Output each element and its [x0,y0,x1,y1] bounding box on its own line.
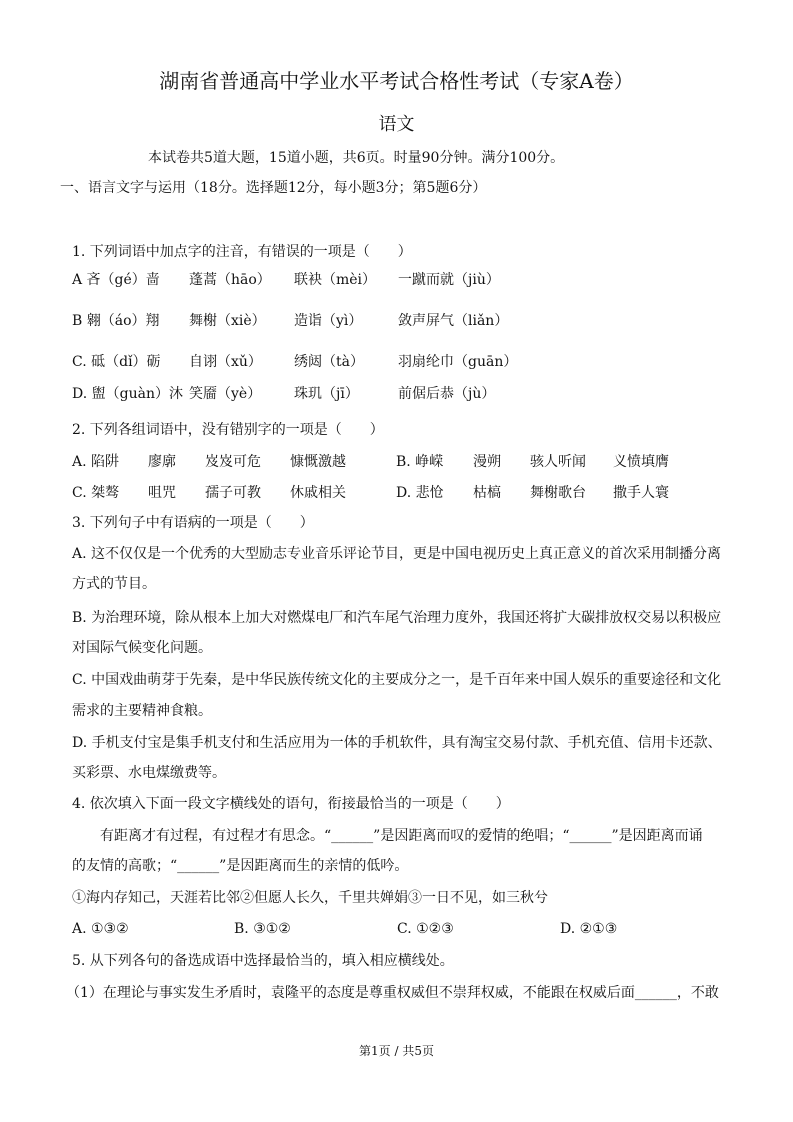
question-5-stem: 5. 从下列各句的备选成语中选择最恰当的，填入相应横线处。 [72,953,454,969]
question-3-line: 对国际气候变化问题。 [72,640,212,656]
question-3-line: 需求的主要精神食粮。 [72,703,212,719]
question-5-item-1: （1）在理论与事实发生矛盾时，袁隆平的态度是尊重权威但不崇拜权威，不能跟在权威后面______，不敢 [66,985,719,1001]
option-item: B. 峥嵘 [396,454,444,470]
exam-title: 湖南省普通高中学业水平考试合格性考试（专家A卷） [159,69,634,93]
page-footer: 第1页 / 共5页 [359,1044,434,1058]
question-3-line: 方式的节目。 [72,576,156,592]
subject-title: 语文 [378,114,415,135]
option-item: 绣闼（tà） [294,354,364,370]
option-item: 舞榭歌台 [530,485,586,501]
option-item: 敛声屏气（liǎn） [398,313,509,329]
option-item: A 吝（gé）啬 [72,272,160,288]
option-item: 舞榭（xiè） [189,313,266,329]
option-item: 骇人听闻 [530,454,586,470]
option-item: 珠玑（jī） [294,386,359,402]
option-item: 联袂（mèi） [294,272,377,288]
section-heading: 一、语言文字与运用（18分。选择题12分，每小题3分；第5题6分） [60,180,487,196]
question-2-stem: 2. 下列各组词语中，没有错别字的一项是（ ） [72,422,384,438]
question-4-paragraph: 的友情的高歌；“______”是因距离而生的亲情的低吟。 [72,858,409,874]
question-3-line: A. 这不仅仅是一个优秀的大型励志专业音乐评论节目，更是中国电视历史上真正意义的首次采用制播分离 [72,546,722,562]
option-item: 前倨后恭（jù） [398,386,496,402]
question-3-stem: 3. 下列句子中有语病的一项是（ ） [72,515,314,531]
option-item: 慷慨激越 [290,454,346,470]
option-item: D. 悲怆 [396,485,444,501]
option-item: C. 桀骜 [72,485,120,501]
option-item: D. 盥（guàn）沐 [72,386,183,402]
option-item: 撒手人寰 [613,485,669,501]
option-item: 自诩（xǔ） [189,354,262,370]
option-item: 岌岌可危 [205,454,261,470]
exam-info: 本试卷共5道大题，15道小题，共6页。时量90分钟。满分100分。 [148,150,565,166]
option-item: 蓬蒿（hāo） [189,272,271,288]
option-d: D. ②①③ [560,921,618,937]
option-item: 枯槁 [473,485,501,501]
question-4-paragraph: 有距离才有过程，有过程才有思念。“______”是因距离而叹的爱情的绝唱；“______”是因距离而诵 [100,828,703,844]
question-3-line: D. 手机支付宝是集手机支付和生活应用为一体的手机软件，具有淘宝交易付款、手机充值、信用卡还款、 [72,735,722,751]
question-3-line: B. 为治理环境，除从根本上加大对燃煤电厂和汽车尾气治理力度外，我国还将扩大碳排放权交易以积极应 [72,610,722,626]
question-4-stem: 4. 依次填入下面一段文字横线处的语句，衔接最恰当的一项是（ ） [72,796,510,812]
option-item: A. 陷阱 [72,454,120,470]
question-4-sentences: ①海内存知己，天涯若比邻②但愿人长久，千里共婵娟③一日不见，如三秋兮 [72,890,548,906]
option-a: A. ①③② [72,921,129,937]
question-3-line: 买彩票、水电煤缴费等。 [72,765,226,781]
option-item: 造诣（yì） [294,313,363,329]
option-item: 廖廓 [148,454,176,470]
option-c: C. ①②③ [397,921,454,937]
option-item: 咀咒 [148,485,176,501]
option-item: B 翱（áo）翔 [72,313,160,329]
option-item: C. 砥（dǐ）砺 [72,354,161,370]
option-b: B. ③①② [234,921,291,937]
option-item: 笑靥（yè） [189,386,262,402]
option-item: 羽扇纶巾（guān） [398,354,518,370]
question-1-stem: 1. 下列词语中加点字的注音，有错误的一项是（ ） [72,244,412,260]
option-item: 孺子可教 [205,485,261,501]
question-3-line: C. 中国戏曲萌芽于先秦，是中华民族传统文化的主要成分之一，是千百年来中国人娱乐的重要途径和文化 [72,672,722,688]
option-item: 一蹴而就（jiù） [398,272,500,288]
option-item: 义愤填膺 [613,454,669,470]
option-item: 休戚相关 [290,485,346,501]
option-item: 漫朔 [473,454,501,470]
